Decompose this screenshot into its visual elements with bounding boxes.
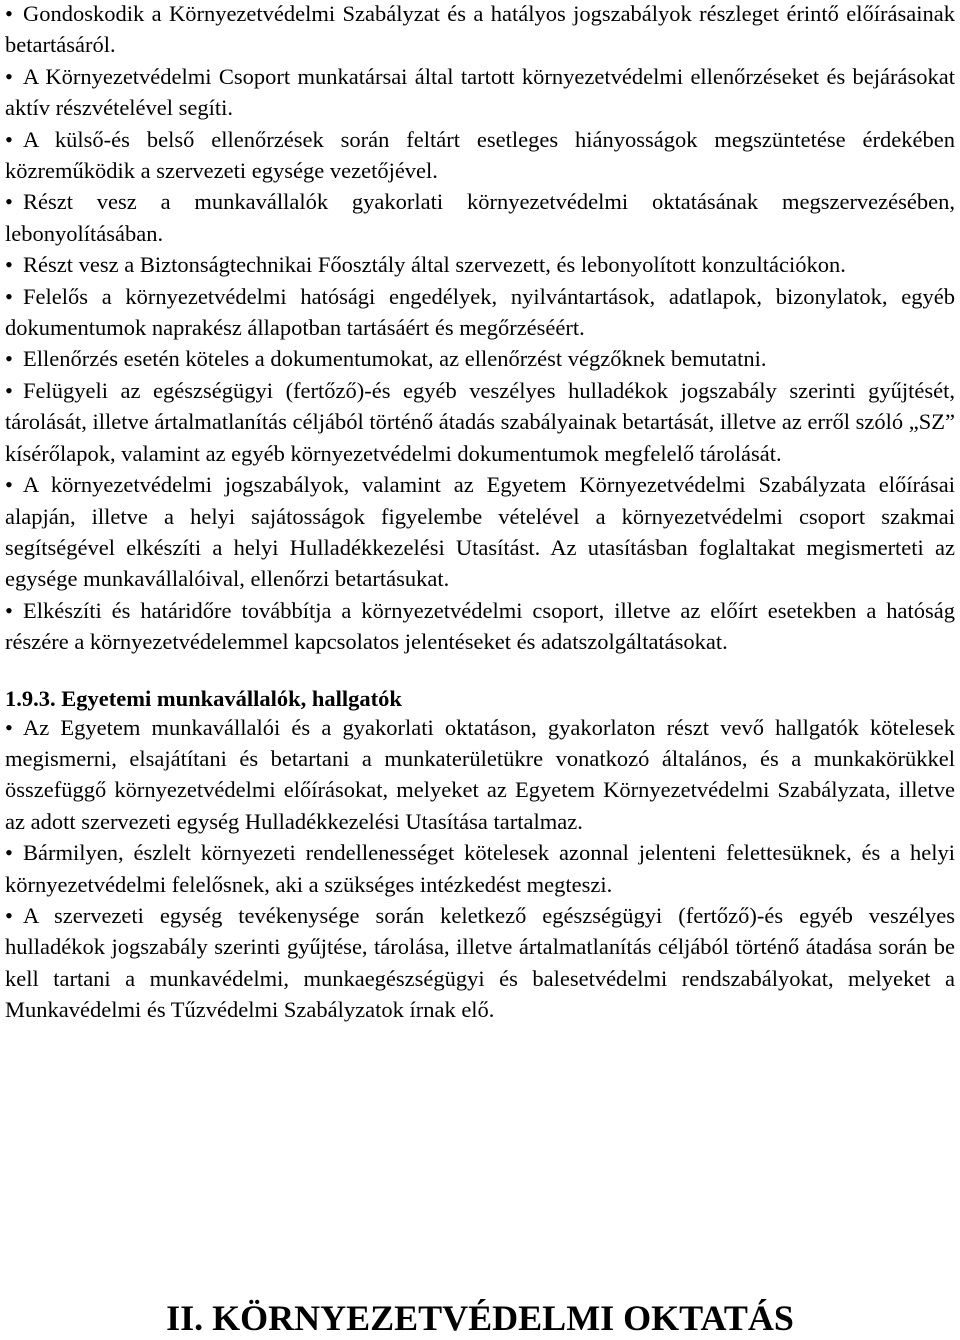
bullet-icon: • [5,597,13,623]
bullet-icon: • [5,252,13,278]
list-item-text: Részt vesz a Biztonságtechnikai Főosztály által szervezett, és lebonyolított konzultációkon. [23,252,846,278]
document-page [5,0,955,1026]
list-item-text: Az Egyetem munkavállalói és a gyakorlati oktatáson, gyakorlaton részt vevő hallgatók kötelesek megismerni, elsajátítani és betartani a munkaterületükre vonatkozó általános, és a munkakörükkel összefüggő környezetvédelmi előírásokat, melyeket az Egyetem Környezetvédelmi Szabályzata, illetve az adott szervezeti egység Hulladékkezelési Utasítása tartalmaz. [5,714,955,834]
list-item [5,900,955,1026]
list-item [5,837,955,900]
bullet-icon: • [5,377,13,403]
list-item [5,469,955,595]
bullet-icon: • [5,902,13,928]
list-item [5,595,955,658]
bullet-icon: • [5,1,13,26]
section-heading: 1.9.3. Egyetemi munkavállalók, hallgatók [5,685,402,711]
list-item [5,186,955,249]
list-item [5,343,955,374]
bullet-icon: • [5,714,13,740]
list-item [5,712,955,838]
chapter-title: II. KÖRNYEZETVÉDELMI OKTATÁS [166,1298,794,1338]
list-item [5,375,955,469]
list-item-text: Részt vesz a munkavállalók gyakorlati környezetvédelmi oktatásának megszervezésében, lebonyolításában. [5,189,955,246]
list-item-text: A Környezetvédelmi Csoport munkatársai által tartott környezetvédelmi ellenőrzéseket és bejárásokat aktív részvételével segíti. [5,63,955,121]
list-item [5,124,955,187]
bullet-icon: • [5,189,13,215]
list-item-text: A külső-és belső ellenőrzések során feltárt esetleges hiányosságok megszüntetése érdekében közreműködik a szervezeti egysége vezetőjével. [5,126,955,184]
bullet-icon: • [5,283,13,309]
list-item-text: Elkészíti és határidőre továbbítja a környezetvédelmi csoport, illetve az előírt esetekben a hatóság részére a környezetvédelemmel kapcsolatos jelentéseket és adatszolgáltatásokat. [5,597,955,655]
bullet-list-bottom [5,712,955,1026]
list-item-text: Felelős a környezetvédelmi hatósági engedélyek, nyilvántartások, adatlapok, bizonylatok, egyéb dokumentumok naprakész állapotban tartásáért és megőrzéséért. [5,283,955,341]
list-item-text: A környezetvédelmi jogszabályok, valamint az Egyetem Környezetvédelmi Szabályzata előírásai alapján, illetve a helyi sajátosságok figyelembe vételével a környezetvédelmi csoport szakmai segítségével elkészíti a helyi Hulladékkezelési Utasítást. Az utasításban foglaltakat megismerteti az egysége munkavállalóival, ellenőrzi betartásukat. [5,472,955,592]
bullet-icon: • [5,472,13,498]
bullet-icon: • [5,126,13,152]
list-item-text: Ellenőrzés esetén köteles a dokumentumokat, az ellenőrzést végzőknek bemutatni. [23,346,767,372]
bullet-list-top [5,0,955,658]
list-item [5,0,955,61]
bullet-icon: • [5,840,13,866]
list-item [5,281,955,344]
list-item [5,249,955,280]
list-item-text: Bármilyen, észlelt környezeti rendellenességet kötelesek azonnal jelenteni felettesüknek, és a helyi környezetvédelmi felelősnek, aki a szükséges intézkedést megteszi. [5,840,955,897]
list-item [5,61,955,124]
list-item-text: Gondoskodik a Környezetvédelmi Szabályzat és a hatályos jogszabályok részleget érintő előírásainak betartásáról. [5,1,955,58]
list-item-text: Felügyeli az egészségügyi (fertőző)-és egyéb veszélyes hulladékok jogszabály szerinti gyűjtését, tárolását, illetve ártalmatlanítás céljából történő átadás szabályainak betartását, illetve az erről szóló „SZ” kísérőlapok, valamint az egyéb környezetvédelmi dokumentumok megfelelő tárolását. [5,377,955,466]
list-item-text: A szervezeti egység tevékenysége során keletkező egészségügyi (fertőző)-és egyéb veszélyes hulladékok jogszabály szerinti gyűjtése, tárolása, illetve ártalmatlanítás céljából történő átadása során be kell tartani a munkavédelmi, munkaegészségügyi és balesetvédelmi rendszabályokat, melyeket a Munkavédelmi és Tűzvédelmi Szabályzatok írnak elő. [5,902,955,1023]
bullet-icon: • [5,346,13,372]
bullet-icon: • [5,63,13,89]
